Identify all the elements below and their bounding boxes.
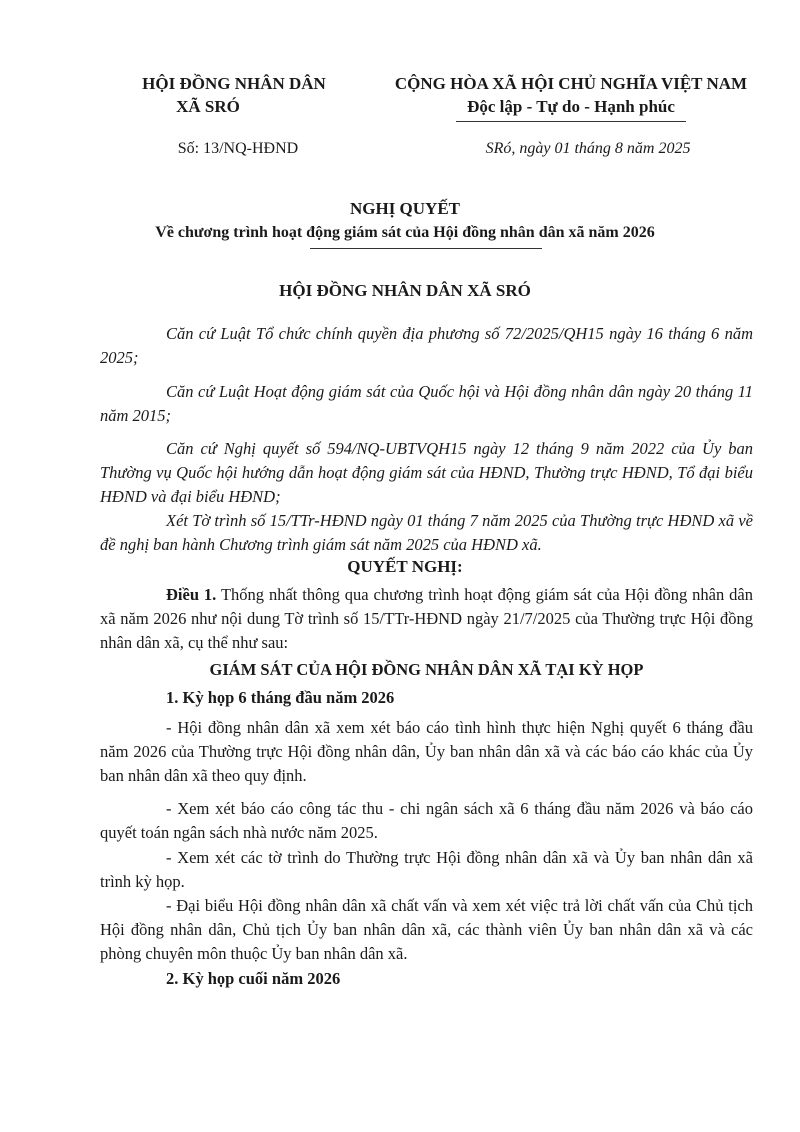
document-type: NGHỊ QUYẾT	[349, 199, 461, 218]
nation-title: CỘNG HÒA XÃ HỘI CHỦ NGHĨA VIỆT NAM	[394, 74, 748, 93]
article-1	[100, 583, 753, 655]
document-subject: Về chương trình hoạt động giám sát của Hội đồng nhân dân xã năm 2026	[155, 224, 655, 241]
subject-underline	[310, 248, 542, 249]
bullet-item: - Xem xét báo cáo công tác thu - chi ngân sách xã 6 tháng đầu năm 2026 và báo cáo quyết toán ngân sách nhà nước năm 2025.	[100, 799, 753, 842]
org-name-line2: XÃ SRÓ	[176, 97, 240, 116]
decision-heading: QUYẾT NGHỊ:	[347, 557, 463, 576]
article-1-text: Thống nhất thông qua chương trình hoạt động giám sát của Hội đồng nhân dân xã năm 2026 như nội dung Tờ trình số 15/TTr-HĐND ngày 21/7/2025 của Thường trực Hội đồng nhân dân xã, cụ thể như sau:	[100, 585, 754, 652]
bullet-item: - Hội đồng nhân dân xã xem xét báo cáo tình hình thực hiện Nghị quyết 6 tháng đầu năm 2026 của Thường trực Hội đồng nhân dân, Ủy ban nhân dân xã và các báo cáo khác của Ủy ban nhân dân xã theo quy định.	[100, 718, 753, 785]
subsection-2-title: 2. Kỳ họp cuối năm 2026	[166, 969, 341, 988]
org-name-line1: HỘI ĐỒNG NHÂN DÂN	[142, 74, 326, 93]
legal-ground: Căn cứ Nghị quyết số 594/NQ-UBTVQH15 ngày 12 tháng 9 năm 2022 của Ủy ban Thường vụ Quốc hội hướng dẫn hoạt động giám sát của HĐND, Thường trực HĐND, Tổ đại biểu HĐND và đại biểu HĐND;	[100, 439, 753, 506]
legal-ground: Căn cứ Luật Tổ chức chính quyền địa phương số 72/2025/QH15 ngày 16 tháng 6 năm 2025;	[100, 324, 753, 367]
bullet-item: - Xem xét các tờ trình do Thường trực Hội đồng nhân dân xã và Ủy ban nhân dân xã trình kỳ họp.	[100, 848, 753, 891]
issuer-heading: HỘI ĐỒNG NHÂN DÂN XÃ SRÓ	[279, 281, 531, 300]
document-date: SRó, ngày 01 tháng 8 năm 2025	[485, 140, 691, 157]
section-title: GIÁM SÁT CỦA HỘI ĐỒNG NHÂN DÂN XÃ TẠI KỲ HỌP	[209, 660, 644, 679]
legal-ground: Xét Tờ trình số 15/TTr-HĐND ngày 01 tháng 7 năm 2025 của Thường trực HĐND xã về đề nghị ban hành Chương trình giám sát năm 2025 của HĐND xã.	[100, 511, 753, 554]
document-number: Số: 13/NQ-HĐND	[177, 140, 299, 157]
subsection-1-title: 1. Kỳ họp 6 tháng đầu năm 2026	[166, 688, 395, 707]
motto-underline	[456, 121, 686, 122]
legal-ground: Căn cứ Luật Hoạt động giám sát của Quốc hội và Hội đồng nhân dân ngày 20 tháng 11 năm 2015;	[100, 382, 753, 425]
bullet-item: - Đại biểu Hội đồng nhân dân xã chất vấn và xem xét việc trả lời chất vấn của Chủ tịch Hội đồng nhân dân, Chủ tịch Ủy ban nhân dân xã, các thành viên Ủy ban nhân dân xã và các phòng chuyên môn thuộc Ủy ban nhân dân xã.	[100, 896, 753, 963]
nation-motto: Độc lập - Tự do - Hạnh phúc	[467, 97, 675, 116]
article-1-label: Điều 1.	[166, 585, 217, 604]
